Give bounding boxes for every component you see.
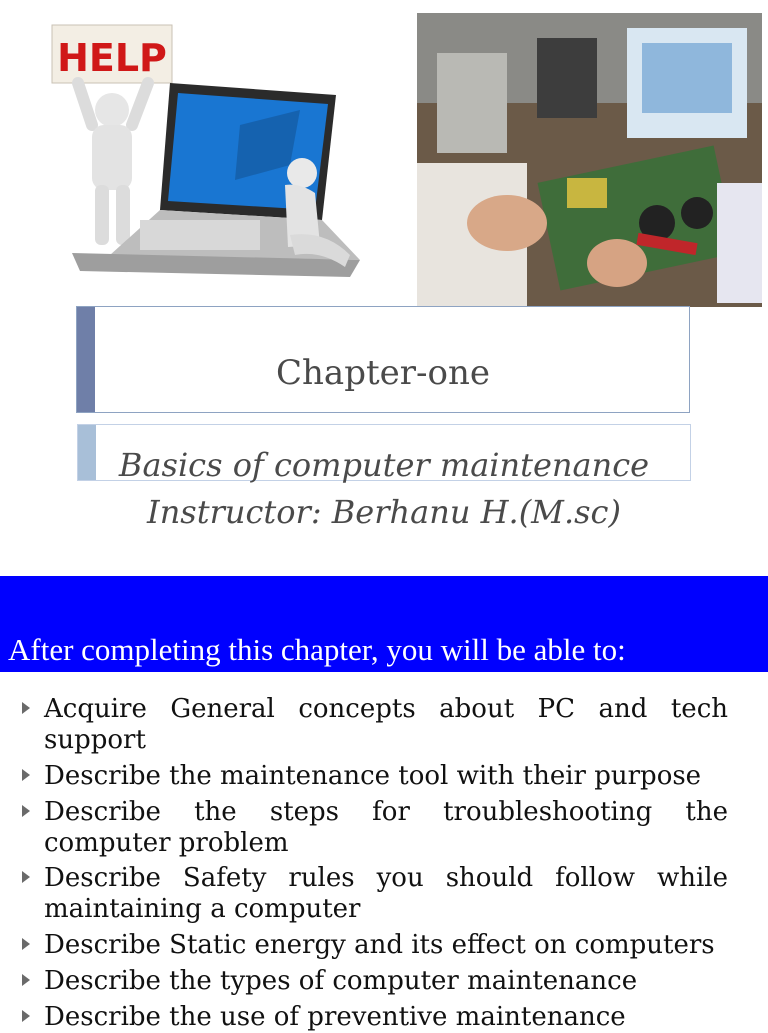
list-item-text: Describe Static energy and its effect on computers (44, 930, 715, 960)
computer-repair-photo (417, 13, 762, 307)
list-item-text: Describe the maintenance tool with their purpose (44, 761, 702, 791)
list-item-text: Describe Safety rules you should follow while maintaining a computer (44, 863, 728, 924)
objectives-heading: After completing this chapter, you will be able to: (8, 632, 626, 667)
list-item-text: Describe the types of computer maintenance (44, 966, 638, 996)
title-box (76, 306, 690, 413)
bullet-arrow-icon (22, 938, 30, 950)
bullet-arrow-icon (22, 769, 30, 781)
objectives-heading-band (0, 576, 768, 672)
list-item-text: Acquire General concepts about PC and tech support (44, 694, 728, 755)
bullet-arrow-icon (22, 805, 30, 817)
bullet-arrow-icon (22, 1010, 30, 1022)
repair-photo (417, 13, 762, 307)
help-figure-illustration (0, 15, 398, 295)
help-sign-text: HELP (57, 36, 167, 80)
bullet-arrow-icon (22, 871, 30, 883)
slide-title: Chapter-one (276, 353, 490, 393)
slide-subtitle: Basics of computer maintenance (118, 446, 650, 484)
instructor-line: Instructor: Berhanu H.(M.sc) (147, 493, 621, 531)
help-illustration (0, 15, 398, 295)
list-item-text: Describe the steps for troubleshooting the computer problem (44, 797, 728, 858)
bullet-arrow-icon (22, 974, 30, 986)
bullet-arrow-icon (22, 702, 30, 714)
list-item-text: Describe the use of preventive maintenance (44, 1002, 626, 1032)
